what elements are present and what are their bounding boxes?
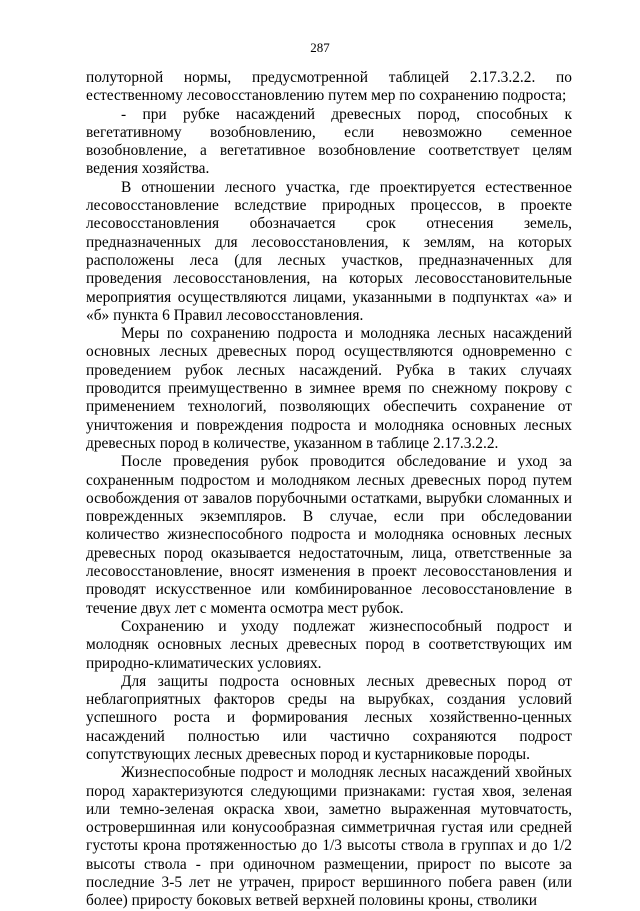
page-number: 287 bbox=[310, 40, 330, 55]
paragraph-5: После проведения рубок проводится обследование и уход за сохраненным подростом и молодняком лесных древесных пород путем освобождения от завалов порубочными остатками, вырубки сломанных и поврежденных экземпляров. В случае, если при обследовании количество жизнеспособного подроста и молодняка основных лесных древесных пород оказывается недостаточным, лица, ответственные за лесовосстановление, вносят изменения в проект лесовосстановления и проводят искусственное или комбинированное лесовосстановление в течение двух лет с момента осмотра мест рубок. bbox=[86, 453, 572, 617]
paragraph-3: В отношении лесного участка, где проектируется естественное лесовосстановление вследствие природных процессов, в проекте лесовосстановления обозначается срок отнесения земель, предназначенных для лесовосстановления, к землям, на которых расположены леса (для лесных участков, предназначенных для проведения лесовосстановления, на которых лесовосстановительные мероприятия осуществляются лицами, указанными в подпунктах «а» и «б» пункта 6 Правил лесовосстановления. bbox=[86, 178, 572, 324]
page-body bbox=[86, 69, 572, 911]
paragraph-7: Для защиты подроста основных лесных древесных пород от неблагоприятных факторов среды на вырубках, создания условий успешного роста и формирования лесных хозяйственно-ценных насаждений полностью или частично сохраняются подрост сопутствующих лесных древесных пород и кустарниковые породы. bbox=[86, 672, 572, 763]
paragraph-6: Сохранению и уходу подлежат жизнеспособный подрост и молодняк основных лесных древесных пород в соответствующих им природно-климатических условиях. bbox=[86, 617, 572, 672]
paragraph-8: Жизнеспособные подрост и молодняк лесных насаждений хвойных пород характеризуются следующими признаками: густая хвоя, зеленая или темно-зеленая окраска хвои, заметно выраженная мутовчатость, островершинная или конусообразная симметричная густая или средней густоты крона протяженностью до 1/3 высоты ствола в группах и до 1/2 высоты ствола - при одиночном размещении, прирост по высоте за последние 3-5 лет не утрачен, прирост вершинного побега равен (или более) приросту боковых ветвей верхней половины кроны, стволики bbox=[86, 764, 572, 910]
paragraph-2: - при рубке насаждений древесных пород, способных к вегетативному возобновлению, если невозможно семенное возобновление, а вегетативное возобновление соответствует целям ведения хозяйства. bbox=[86, 105, 572, 178]
paragraph-1: полуторной нормы, предусмотренной таблицей 2.17.3.2.2. по естественному лесовосстановлению путем мер по сохранению подроста; bbox=[86, 69, 572, 105]
paragraph-4: Меры по сохранению подроста и молодняка лесных насаждений основных лесных древесных пород осуществляются одновременно с проведением рубок лесных насаждений. Рубка в таких случаях проводится преимущественно в зимнее время по снежному покрову с применением технологий, позволяющих обеспечить сохранение от уничтожения и повреждения подроста и молодняка основных лесных древесных пород в количестве, указанном в таблице 2.17.3.2.2. bbox=[86, 325, 572, 452]
